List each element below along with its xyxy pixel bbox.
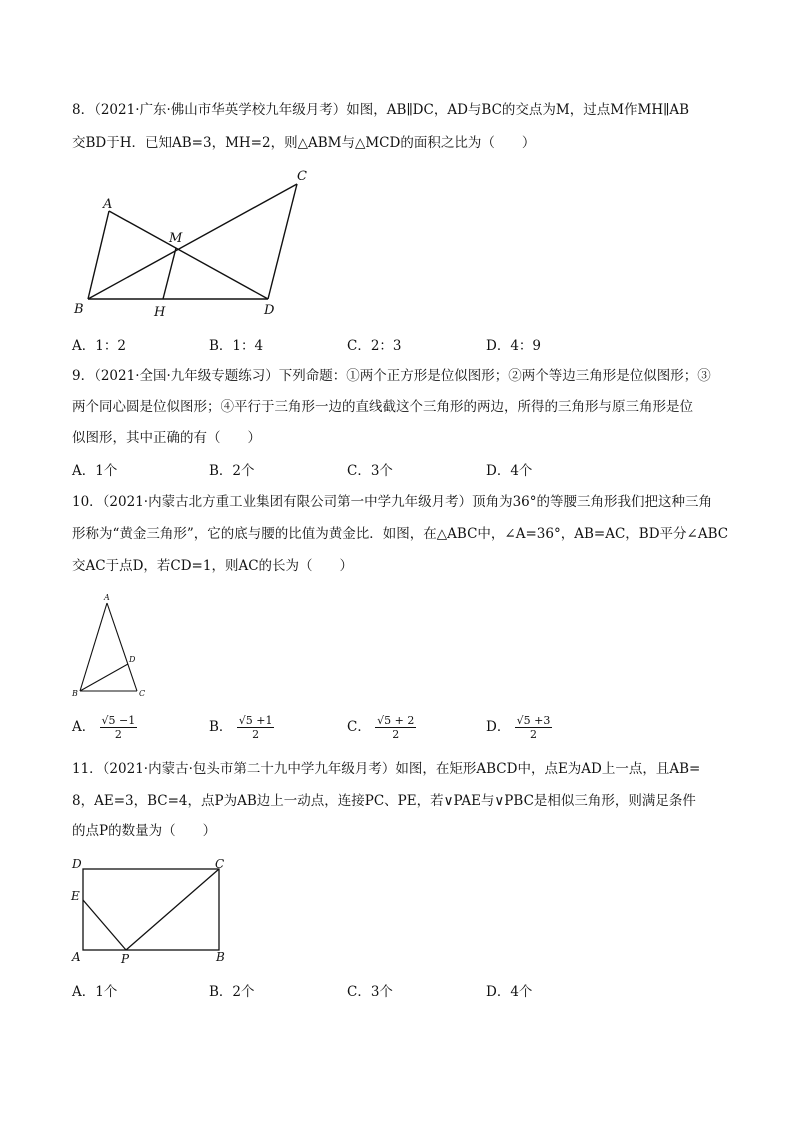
q11-label-p: P <box>121 952 130 966</box>
q8-label-c: C <box>297 169 307 184</box>
q8-option-c[interactable]: C．2：3 <box>347 338 402 354</box>
q8-option-b[interactable]: B．1：4 <box>209 338 264 354</box>
q9-option-d[interactable]: D．4个 <box>486 463 533 479</box>
q11-stem-line2: 8，AE=3，BC=4，点P为AB边上一动点，连接PC、PE，若∨PAE与∨PBC是相似三角形，则满足条件 <box>72 793 696 809</box>
q10-option-d-denominator: 2 <box>529 728 537 741</box>
q10-option-c-denominator: 2 <box>392 728 400 741</box>
q10-option-a-letter: A． <box>72 719 96 735</box>
q11-label-a: A <box>72 950 81 964</box>
q11-option-b[interactable]: B．2个 <box>209 984 255 1000</box>
q11-label-d: D <box>72 857 82 871</box>
q10-option-b-numerator: √5 +1 <box>238 714 273 727</box>
q11-option-c[interactable]: C．3个 <box>347 984 393 1000</box>
q10-option-b-letter: B． <box>209 719 233 735</box>
q8-stem-line2: 交BD于H．已知AB=3，MH=2，则△ABM与△MCD的面积之比为（ ） <box>72 135 536 151</box>
q10-option-c-numerator: √5 + 2 <box>377 714 415 727</box>
q10-label-c: C <box>139 689 146 698</box>
q11-line-pe <box>83 900 126 950</box>
q10-option-d-numerator: √5 +3 <box>516 714 551 727</box>
q10-label-b: B <box>72 689 78 698</box>
q10-option-d-letter: D． <box>486 719 511 735</box>
q11-option-a[interactable]: A．1个 <box>72 984 118 1000</box>
q9-option-a[interactable]: A．1个 <box>72 463 118 479</box>
q8-option-a[interactable]: A．1：2 <box>72 338 126 354</box>
q9-option-b[interactable]: B．2个 <box>209 463 255 479</box>
q10-option-a-numerator: √5 −1 <box>101 714 136 727</box>
q10-stem-line3: 交AC于点D，若CD=1，则AC的长为（ ） <box>72 558 354 574</box>
q9-stem-line1: 9．（2021·全国·九年级专题练习）下列命题：①两个正方形是位似图形；②两个等边三角形是位似图形；③ <box>72 368 711 384</box>
q9-stem-line2: 两个同心圆是位似图形；④平行于三角形一边的直线截这个三角形的两边，所得的三角形与原三角形是位 <box>72 399 693 415</box>
q10-option-a-denominator: 2 <box>114 728 122 741</box>
q11-label-e: E <box>71 889 80 903</box>
q8-stem-line1: 8．（2021·广东·佛山市华英学校九年级月考）如图，AB∥DC，AD与BC的交点为M，过点M作MH∥AB <box>72 102 690 118</box>
q10-label-d: D <box>129 655 136 664</box>
q8-option-d[interactable]: D．4：9 <box>486 338 542 354</box>
q8-label-b: B <box>74 302 84 317</box>
q11-label-b: B <box>216 950 225 964</box>
q10-label-a: A <box>104 593 110 602</box>
q8-label-d: D <box>264 303 275 318</box>
q9-stem-line3: 似图形，其中正确的有（ ） <box>72 430 261 446</box>
q11-stem-line3: 的点P的数量为（ ） <box>72 823 217 839</box>
q8-label-m: M <box>169 231 183 246</box>
q11-option-d[interactable]: D．4个 <box>486 984 533 1000</box>
q9-option-c[interactable]: C．3个 <box>347 463 393 479</box>
q8-label-a: A <box>103 197 113 212</box>
q10-stem-line1: 10．（2021·内蒙古北方重工业集团有限公司第一中学九年级月考）顶角为36°的等腰三角形我们把这种三角 <box>72 494 713 510</box>
q11-label-c: C <box>215 857 225 871</box>
q11-rectangle-abcd <box>83 869 219 950</box>
q11-line-pc <box>126 869 219 950</box>
q10-option-b-denominator: 2 <box>252 728 260 741</box>
q11-stem-line1: 11．（2021·内蒙古·包头市第二十九中学九年级月考）如图，在矩形ABCD中，点E为AD上一点，且AB= <box>72 761 701 777</box>
q10-option-c-letter: C． <box>347 719 371 735</box>
q10-stem-line2: 形称为“黄金三角形”，它的底与腰的比值为黄金比．如图，在△ABC中，∠A=36°，AB=AC，BD平分∠ABC <box>72 526 729 542</box>
q8-label-h: H <box>154 305 166 320</box>
